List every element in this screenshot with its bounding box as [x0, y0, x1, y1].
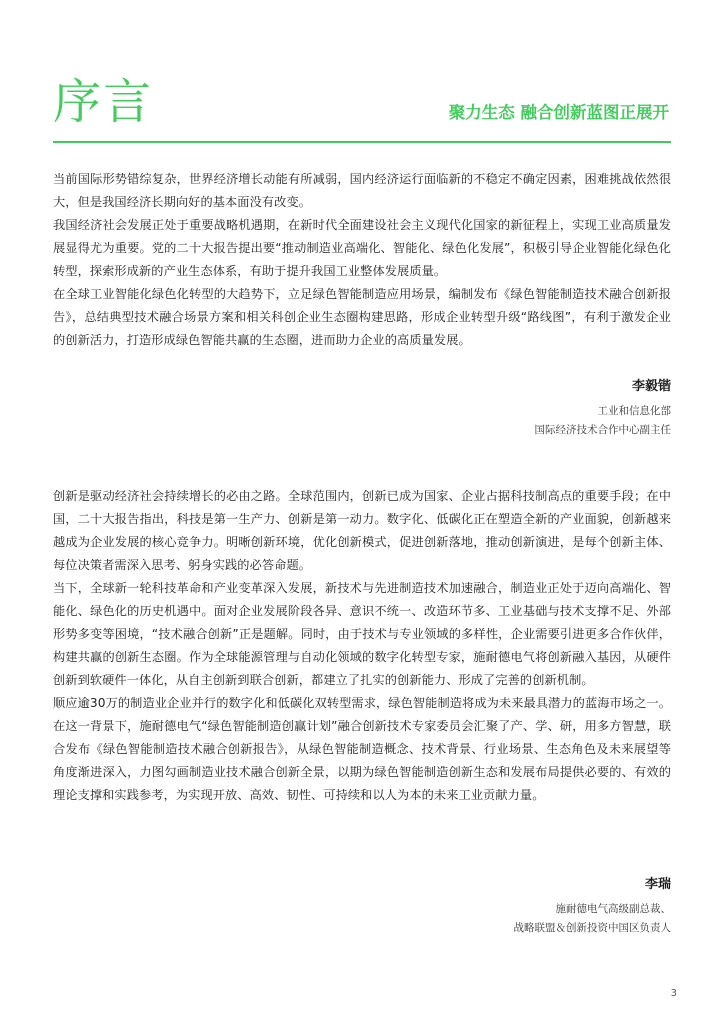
paragraph: 创新是驱动经济社会持续增长的必由之路。全球范围内，创新已成为国家、企业占据科技制高点的重要手段；在中国，二十大报告指出，科技是第一生产力、创新是第一动力。数字化、低碳化正在塑造全新的产业面貌，创新越来越成为企业发展的核心竞争力。明晰创新环境，优化创新模式，促进创新落地，推动创新演进，是每个创新主体、每位决策者需深入思考、躬身实践的必答命题。 — [53, 489, 671, 572]
paragraph: 我国经济社会发展正处于重要战略机遇期，在新时代全面建设社会主义现代化国家的新征程上，实现工业高质量发展显得尤为重要。党的二十大报告提出要“推动制造业高端化、智能化、绿色化发展”，积极引导企业智能化绿色化转型，探索形成新的产业生态体系，有助于提升我国工业整体发展质量。 — [53, 218, 671, 278]
header-divider — [53, 141, 671, 143]
paragraph: 在全球工业智能化绿色化转型的大趋势下，立足绿色智能制造应用场景，编制发布《绿色智能制造技术融合创新报告》，总结典型技术融合场景方案和相关科创企业生态圈构建思路，形成企业转型升级“路线图”，有利于激发企业的创新活力，打造形成绿色智能共赢的生态圈，进而助力企业的高质量发展。 — [53, 287, 671, 347]
signature-title: 战略联盟＆创新投资中国区负责人 — [513, 922, 671, 934]
signature-block-2 — [514, 876, 672, 938]
foreword-section-2 — [53, 485, 671, 807]
foreword-section-1 — [53, 168, 671, 352]
signature-name: 李瑞 — [644, 877, 671, 892]
signature-title: 国际经济技术合作中心副主任 — [534, 424, 671, 436]
page-title: 序言 — [53, 74, 154, 130]
signature-block-1 — [535, 378, 672, 440]
page-number: 3 — [670, 988, 677, 999]
signature-name: 李毅锴 — [631, 379, 671, 394]
page-header — [53, 72, 671, 144]
page-subtitle: 聚力生态 融合创新蓝图正展开 — [448, 103, 669, 122]
signature-title: 施耐德电气高级副总裁、 — [555, 903, 671, 915]
paragraph: 顺应逾30万的制造业企业并行的数字化和低碳化双转型需求，绿色智能制造将成为未来最具潜力的蓝海市场之一。在这一背景下，施耐德电气“绿色智能制造创赢计划”融合创新技术专家委员会汇聚了产、学、研，用多方智慧，联合发布《绿色智能制造技术融合创新报告》，从绿色智能制造概念、技术背景、行业场景、生态角色及未来展望等角度渐进深入，力图勾画制造业技术融合创新全景，以期为绿色智能制造创新生态和发展布局提供必要的、有效的理论支撑和实践参考，为实现开放、高效、韧性、可持续和以人为本的未来工业贡献力量。 — [53, 696, 671, 802]
paragraph: 当下，全球新一轮科技革命和产业变革深入发展，新技术与先进制造技术加速融合，制造业正处于迈向高端化、智能化、绿色化的历史机遇中。面对企业发展阶段各异、意识不统一、改造环节多、工业基础与技术支撑不足、外部形势多变等困境，“技术融合创新”正是题解。同时，由于技术与专业领域的多样性，企业需要引进更多合作伙伴，构建共赢的创新生态圈。作为全球能源管理与自动化领域的数字化转型专家，施耐德电气将创新融入基因，从硬件创新到软硬件一体化，从自主创新到联合创新，都建立了扎实的创新能力、形成了完善的创新机制。 — [53, 581, 671, 687]
signature-title: 工业和信息化部 — [597, 405, 671, 417]
paragraph: 当前国际形势错综复杂，世界经济增长动能有所减弱，国内经济运行面临新的不稳定不确定因素，困难挑战依然很大，但是我国经济长期向好的基本面没有改变。 — [53, 172, 671, 209]
